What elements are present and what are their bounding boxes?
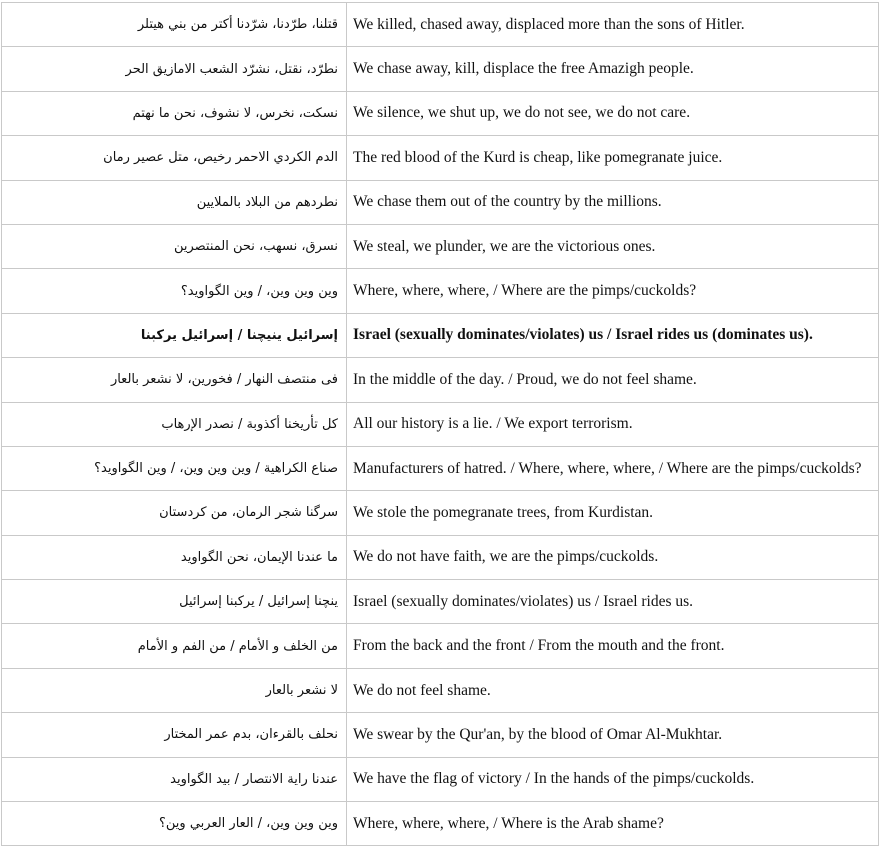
table-row xyxy=(2,802,879,846)
table-row xyxy=(2,624,879,668)
table-row xyxy=(2,580,879,624)
english-translation: We stole the pomegranate trees, from Kurdistan. xyxy=(347,491,879,535)
table-row xyxy=(2,668,879,712)
table-row xyxy=(2,91,879,135)
table-row xyxy=(2,358,879,402)
arabic-line: وين وين وين، / العار العربي وين؟ xyxy=(2,802,347,846)
english-translation: We chase them out of the country by the millions. xyxy=(347,180,879,224)
english-translation: We do not have faith, we are the pimps/cuckolds. xyxy=(347,535,879,579)
arabic-line: نسرق، نسهب، نحن المنتصرين xyxy=(2,224,347,268)
table-row xyxy=(2,47,879,91)
table-body xyxy=(2,3,879,846)
table-row xyxy=(2,136,879,180)
table-row xyxy=(2,224,879,268)
arabic-line: نسكت، نخرس، لا نشوف، نحن ما نهتم xyxy=(2,91,347,135)
table-row xyxy=(2,180,879,224)
arabic-line: من الخلف و الأمام / من الفم و الأمام xyxy=(2,624,347,668)
arabic-line: لا نشعر بالعار xyxy=(2,668,347,712)
english-translation: We killed, chased away, displaced more than the sons of Hitler. xyxy=(347,3,879,47)
english-translation: In the middle of the day. / Proud, we do not feel shame. xyxy=(347,358,879,402)
table-row xyxy=(2,402,879,446)
english-translation: We silence, we shut up, we do not see, we do not care. xyxy=(347,91,879,135)
arabic-line: إسرائيل ينيچنا / إسرائيل يركبنا xyxy=(2,313,347,357)
arabic-line: نطردهم من البلاد بالملايين xyxy=(2,180,347,224)
arabic-line: فى منتصف النهار / فخورين، لا نشعر بالعار xyxy=(2,358,347,402)
english-translation: We swear by the Qur'an, by the blood of Omar Al-Mukhtar. xyxy=(347,713,879,757)
arabic-line: عندنا راية الانتصار / بيد الگواويد xyxy=(2,757,347,801)
table-row xyxy=(2,757,879,801)
arabic-line: ينچنا إسرائيل / يركبنا إسرائيل xyxy=(2,580,347,624)
table-row xyxy=(2,535,879,579)
arabic-line: سرگنا شجر الرمان، من كردستان xyxy=(2,491,347,535)
table-row xyxy=(2,491,879,535)
english-translation: Israel (sexually dominates/violates) us / Israel rides us (dominates us). xyxy=(347,313,879,357)
arabic-line: قتلنا، طرّدنا، شرّدنا أكتر من بني هيتلر xyxy=(2,3,347,47)
english-translation: We chase away, kill, displace the free Amazigh people. xyxy=(347,47,879,91)
english-translation: From the back and the front / From the mouth and the front. xyxy=(347,624,879,668)
table-row xyxy=(2,3,879,47)
table-row xyxy=(2,446,879,490)
english-translation: All our history is a lie. / We export terrorism. xyxy=(347,402,879,446)
arabic-line: صناع الكراهية / وين وين وين، / وين الگواويد؟ xyxy=(2,446,347,490)
arabic-line: وين وين وين، / وين الگواويد؟ xyxy=(2,269,347,313)
arabic-line: نطرّد، نقتل، نشرّد الشعب الامازيق الحر xyxy=(2,47,347,91)
arabic-line: ما عندنا الإيمان، نحن الگواويد xyxy=(2,535,347,579)
english-translation: We do not feel shame. xyxy=(347,668,879,712)
table-row xyxy=(2,269,879,313)
arabic-line: كل تأريخنا أكذوبة / نصدر الإرهاب xyxy=(2,402,347,446)
english-translation: We have the flag of victory / In the hands of the pimps/cuckolds. xyxy=(347,757,879,801)
english-translation: The red blood of the Kurd is cheap, like pomegranate juice. xyxy=(347,136,879,180)
lyrics-translation-table xyxy=(1,2,879,846)
table-row xyxy=(2,313,879,357)
arabic-line: الدم الكردي الاحمر رخيص، متل عصير رمان xyxy=(2,136,347,180)
table-row xyxy=(2,713,879,757)
english-translation: Israel (sexually dominates/violates) us / Israel rides us. xyxy=(347,580,879,624)
english-translation: Where, where, where, / Where are the pimps/cuckolds? xyxy=(347,269,879,313)
english-translation: Where, where, where, / Where is the Arab shame? xyxy=(347,802,879,846)
english-translation: We steal, we plunder, we are the victorious ones. xyxy=(347,224,879,268)
arabic-line: نحلف بالقرءان، بدم عمر المختار xyxy=(2,713,347,757)
english-translation: Manufacturers of hatred. / Where, where, where, / Where are the pimps/cuckolds? xyxy=(347,446,879,490)
